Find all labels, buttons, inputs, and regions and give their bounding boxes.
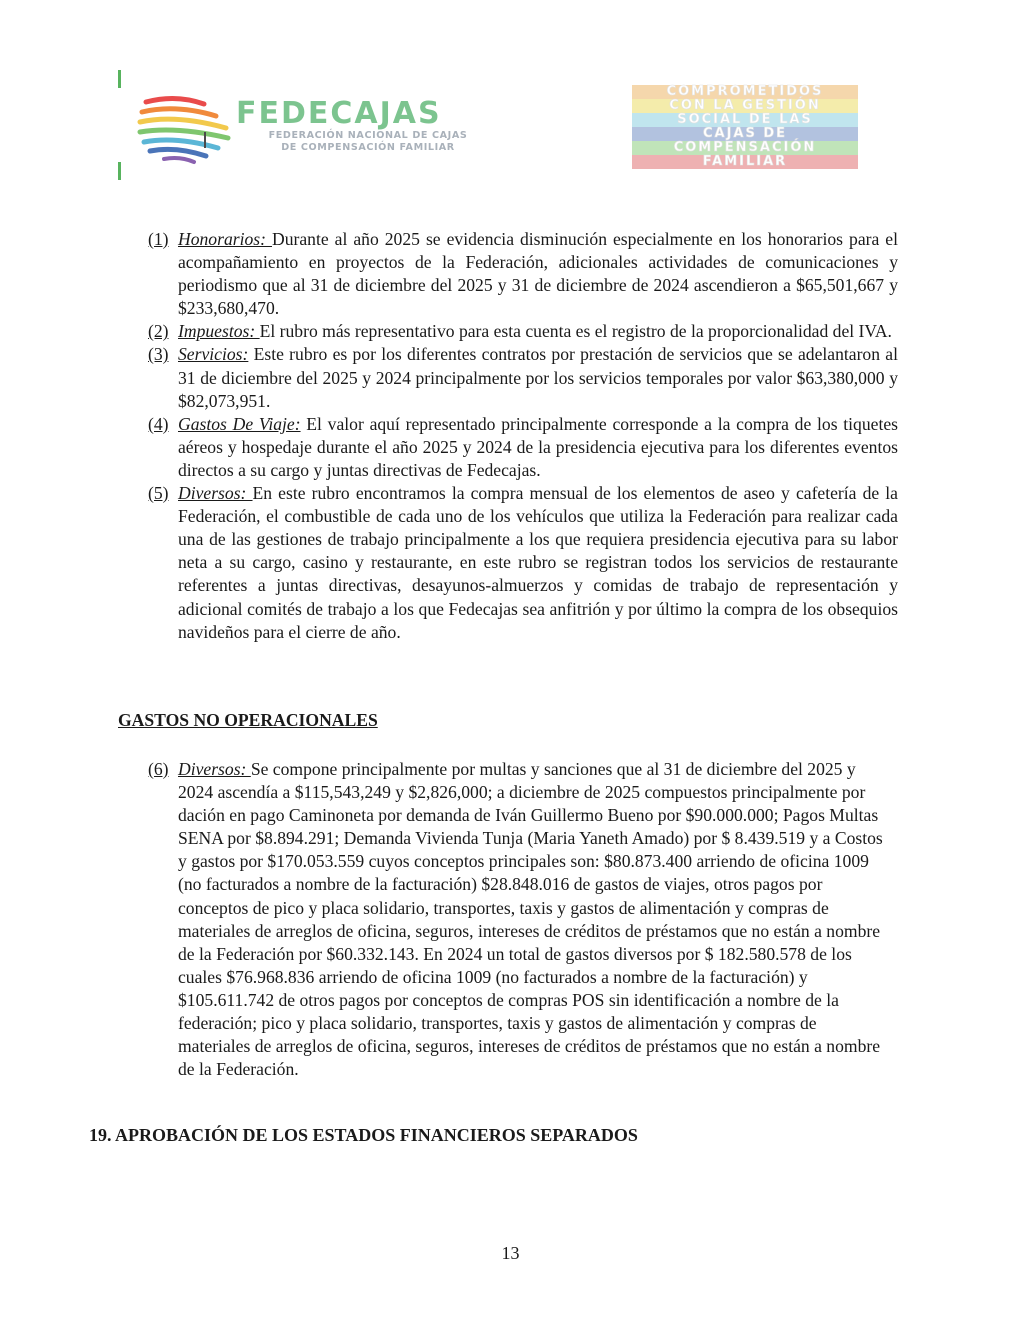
slogan-line: SOCIAL DE LAS [677,112,813,127]
notes-list [148,228,898,644]
note-text: El rubro más representativo para esta cuenta es el registro de la proporcionalidad del IVA. [259,321,892,342]
note-body [178,413,898,482]
note-body [178,343,898,412]
org-subtitle [238,130,498,154]
note-title: Gastos De Viaje: [178,413,301,434]
slogan-line: FAMILIAR [702,154,788,169]
note-text: Se compone principalmente por multas y sanciones que al 31 de diciembre del 2025 y 2024 ascendía a $115,543,249 y $2,826,000; a diciembre de 2025 compuestos principalmente por dación en pago Caminoneta por demanda de Iván Guillermo Bueno por $90.000.000; Pagos Multas SENA por $8.894.291; Demanda Vivienda Tunja (Maria Yaneth Amado) por $ 8.439.519 y a Costos y gastos por $170.053.559 cuyos conceptos principales son: $80.873.400 arriendo de oficina 1009 (no facturados a nombre de la facturación) $28.848.016 de gastos de viajes, otros pagos por conceptos de pico y placa solidario, transportes, taxis y gastos de alimentación y compras de materiales de arreglos de oficina, seguros, intereses de créditos de préstamos que no están a nombre de la Federación por $60.332.143. En 2024 un total de gastos diversos por $ 182.580.578 de los cuales $76.968.836 arriendo de oficina 1009 (no facturados a nombre de la facturación) y $105.611.742 de otros pagos por conceptos de compras POS sin identificación a nombre de la federación; pico y placa solidario, transportes, taxis y gastos de alimentación y compras de materiales de arreglos de oficina, seguros, intereses de créditos de préstamos que no están a nombre de la Federación. [178,759,883,1080]
note-text: El valor aquí representado principalmente corresponde a la compra de los tiquetes aéreos y hospedaje durante el año 2025 y 2024 de la presidencia ejecutiva para los diferentes eventos directos a su cargo y juntas directivas de Fedecajas. [178,413,898,480]
note-body [178,482,898,644]
note-item [148,228,898,320]
org-name: FEDECAJAS [236,96,442,131]
note-body [178,320,898,343]
note-item [148,320,898,343]
note-text: Durante al año 2025 se evidencia disminución especialmente en los honorarios para el acompañamiento en proyectos de la Federación, adicionales actividades de comunicaciones y periodismo que al 31 de diciembre del 2025 y 31 de diciembre de 2024 ascendieron a $65,501,667 y $233,680,470. [178,229,898,319]
note-number: (5) [148,483,169,504]
note-item [148,343,898,412]
note-item [148,413,898,482]
slogan-line: COMPROMETIDOS [666,84,824,99]
note-number: (3) [148,344,169,365]
note-item [148,758,889,1081]
note-number: (2) [148,321,169,342]
section-title-nonoperational: GASTOS NO OPERACIONALES [118,710,378,730]
slogan-line: COMPENSACIÓN [673,140,817,155]
slogan-line: CAJAS DE [702,126,788,141]
header-divider [118,162,121,180]
note-number: (6) [148,759,169,779]
note-title: Diversos: [178,483,253,504]
slogan-line: CON LA GESTIÓN [669,98,821,113]
note-title: Servicios: [178,344,249,365]
note-number: (1) [148,229,169,249]
note-title: Honorarios: [178,229,272,249]
note-title: Diversos: [178,759,251,779]
org-subtitle-line: FEDERACIÓN NACIONAL DE CAJAS [268,130,468,141]
section-19-title: 19. APROBACIÓN DE LOS ESTADOS FINANCIEROS SEPARADOS [89,1125,638,1145]
notes-list-nonoperational [148,758,889,1081]
colombia-map-logo-icon [136,88,236,166]
note-text: En este rubro encontramos la compra mensual de los elementos de aseo y cafetería de la Federación, el combustible de cada uno de los vehículos que utiliza la Federación para realizar cada una de las gestiones de trabajo principalmente a los que requiera presidencia ejecutiva para su labor neta a su cargo, casino y restaurante, en este rubro se registran todos los servicios de restaurante referentes a juntas directivas, desayunos-almuerzos y comidas de trabajo de representación y adicional comités de trabajo a los que Fedecajas sea anfitrión y por último la compra de los obsequios navideños para el cierre de año. [178,483,898,642]
note-body [178,758,889,1081]
note-number: (4) [148,413,169,434]
page-number: 13 [501,1243,520,1263]
slogan-logo [632,85,858,170]
note-title: Impuestos: [178,321,260,342]
note-body [178,228,898,320]
header-divider [118,70,121,88]
note-text: Este rubro es por los diferentes contratos por prestación de servicios que se adelantaron al 31 de diciembre del 2025 y 2024 principalmente por los servicios temporales por valor $63,380,000 y $82,073,951. [178,344,898,411]
note-item [148,482,898,644]
org-subtitle-line: DE COMPENSACIÓN FAMILIAR [281,142,455,153]
